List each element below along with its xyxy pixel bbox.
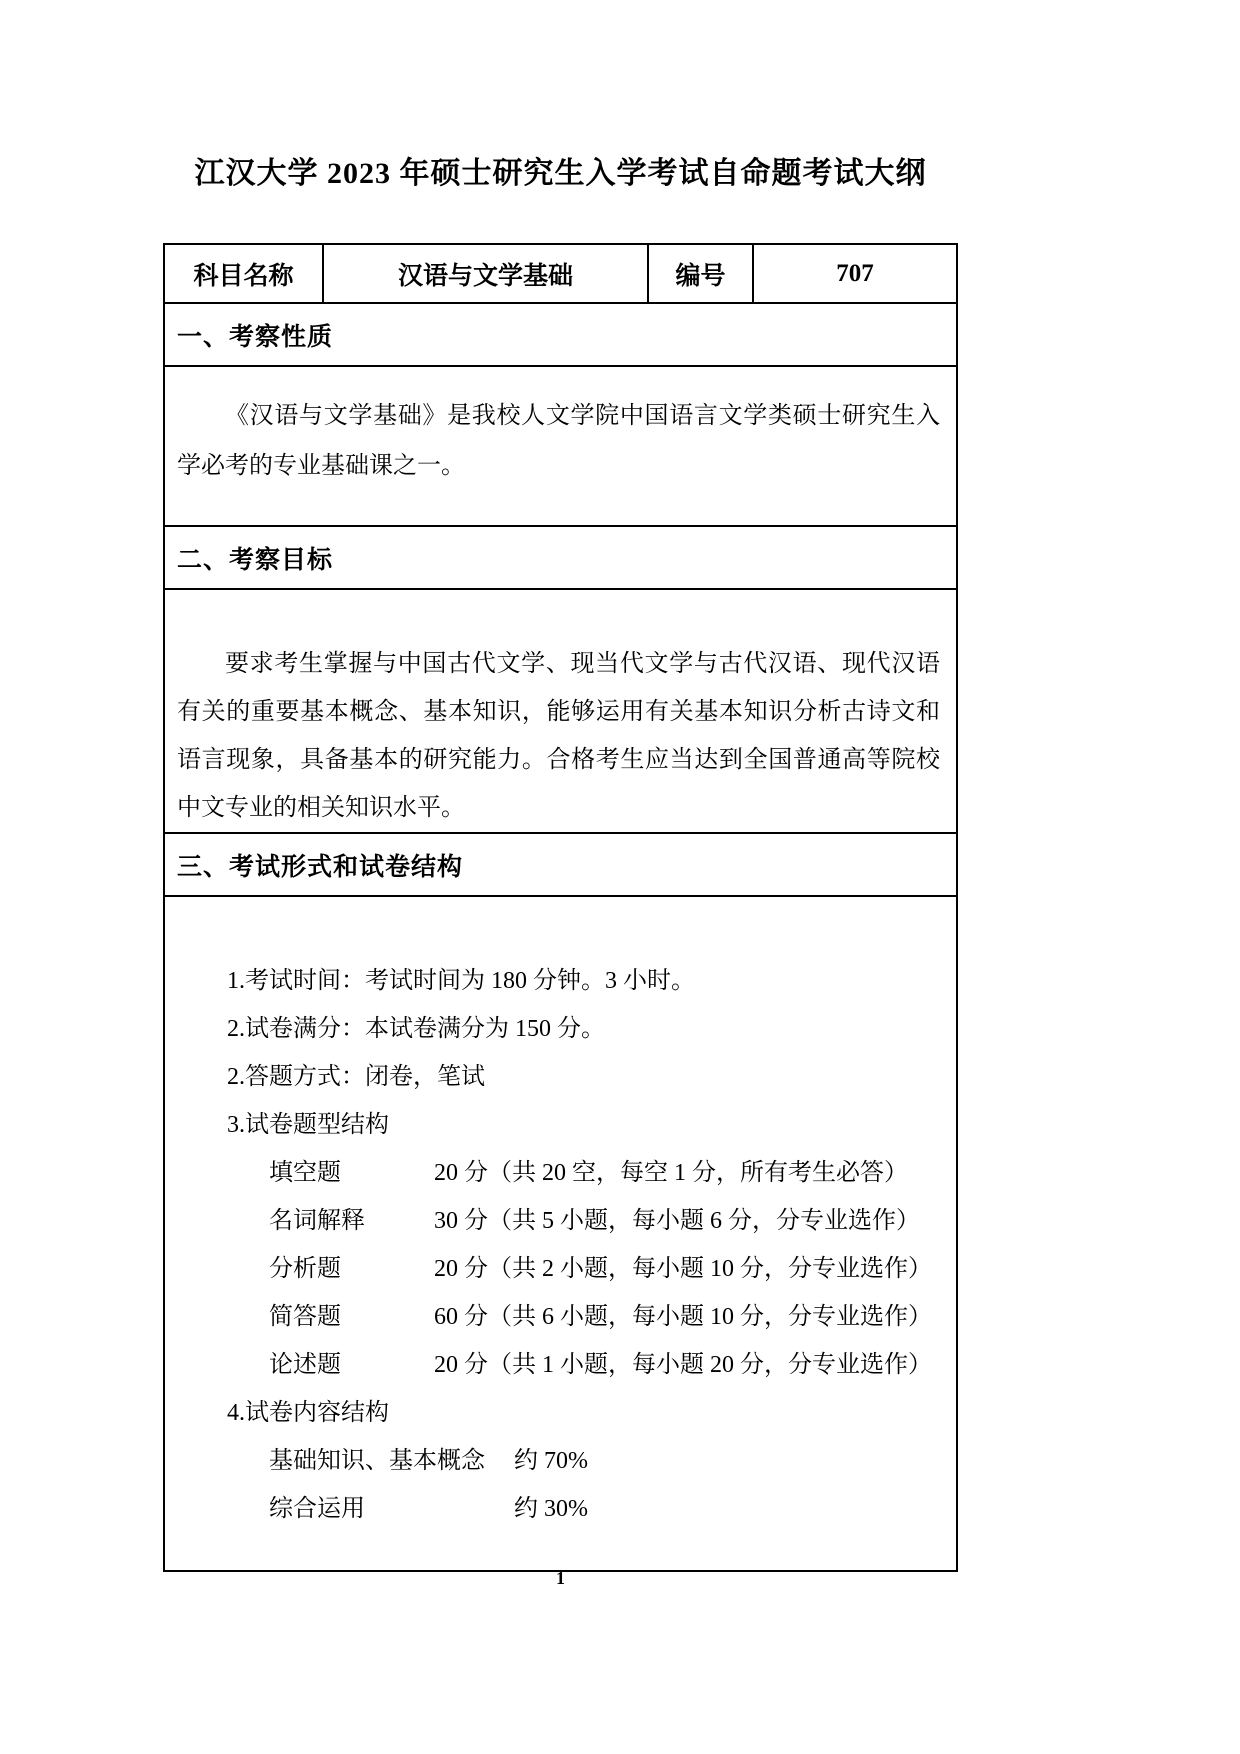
section-3-body (165, 895, 956, 1570)
subject-name-label: 科目名称 (193, 262, 294, 290)
section-1-paragraph: 《汉语与文学基础》是我校人文学院中国语言文学类硕士研究生入学必考的专业基础课之一。 (177, 403, 940, 479)
exam-time-item: 1.考试时间：考试时间为 180 分钟。3 小时。 (227, 967, 695, 994)
question-type-label: 论述题 (269, 1351, 341, 1378)
question-type-label: 填空题 (269, 1159, 341, 1186)
content-structure-row (177, 1433, 940, 1481)
question-type-row (177, 1289, 940, 1337)
section-3-heading: 三、考试形式和试卷结构 (165, 832, 956, 895)
content-structure-row (177, 1481, 940, 1529)
question-type-row (177, 1337, 940, 1385)
section-1-body (165, 365, 956, 525)
section-2-heading: 二、考察目标 (165, 525, 956, 588)
content-structure-item: 4.试卷内容结构 (227, 1399, 389, 1426)
code-label: 编号 (647, 245, 752, 302)
question-type-row (177, 1145, 940, 1193)
question-type-row (177, 1241, 940, 1289)
full-score-item: 2.试卷满分：本试卷满分为 150 分。 (227, 1015, 605, 1042)
question-structure-item: 3.试卷题型结构 (227, 1111, 389, 1138)
page-number: 1 (556, 1568, 565, 1588)
subject-info-row (165, 245, 956, 302)
question-type-row (177, 1193, 940, 1241)
document-title: 江汉大学 2023 年硕士研究生入学考试自命题考试大纲 (194, 157, 927, 190)
content-structure-detail: 约 70% (514, 1447, 588, 1474)
question-type-detail: 60 分（共 6 小题，每小题 10 分，分专业选作） (434, 1303, 932, 1330)
content-structure-label: 基础知识、基本概念 (269, 1447, 485, 1474)
question-type-label: 分析题 (269, 1255, 341, 1282)
subject-name-value: 汉语与文学基础 (322, 245, 647, 302)
section-2-paragraph: 要求考生掌握与中国古代文学、现当代文学与古代汉语、现代汉语有关的重要基本概念、基本知识，能够运用有关基本知识分析古诗文和语言现象，具备基本的研究能力。合格考生应当达到全国普通高等院校中文专业的相关知识水平。 (177, 651, 940, 821)
question-type-detail: 20 分（共 2 小题，每小题 10 分，分专业选作） (434, 1255, 932, 1282)
question-type-label: 名词解释 (269, 1207, 365, 1234)
question-type-detail: 20 分（共 1 小题，每小题 20 分，分专业选作） (434, 1351, 932, 1378)
section-1-heading: 一、考察性质 (165, 302, 956, 365)
answer-mode-item: 2.答题方式：闭卷，笔试 (227, 1063, 485, 1090)
section-2-body (165, 588, 956, 832)
question-type-detail: 30 分（共 5 小题，每小题 6 分，分专业选作） (434, 1207, 920, 1234)
content-structure-detail: 约 30% (514, 1495, 588, 1522)
question-type-label: 简答题 (269, 1303, 341, 1330)
exam-outline-table (163, 243, 958, 1572)
code-value: 707 (752, 245, 956, 302)
content-structure-label: 综合运用 (269, 1495, 365, 1522)
question-type-detail: 20 分（共 20 空，每空 1 分，所有考生必答） (434, 1159, 908, 1186)
